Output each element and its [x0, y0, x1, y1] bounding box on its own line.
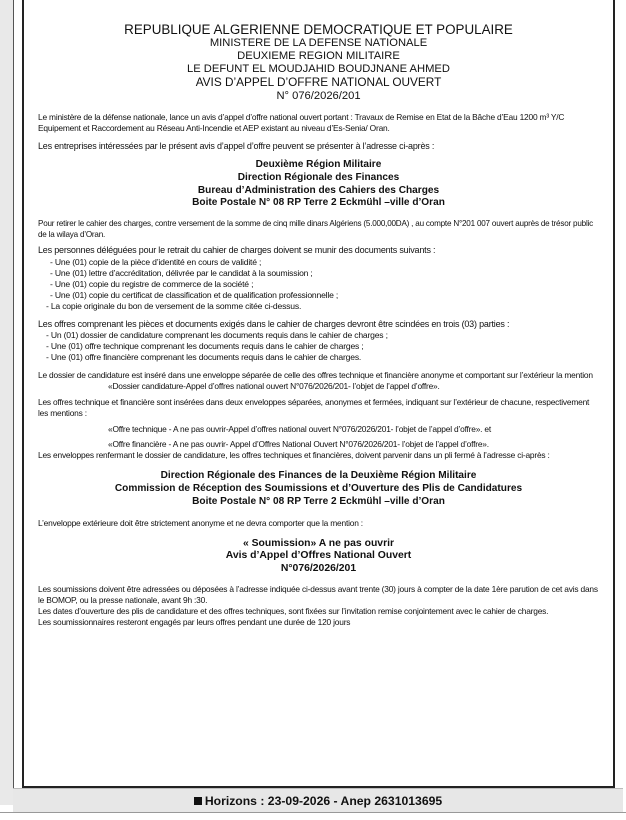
- address2-line: Commission de Réception des Soumissions et d’Ouverture des Plis de Candidatures: [114, 482, 523, 494]
- payment-paragraph: Pour retirer le cahier des charges, contre versement de la somme de cinq mille dinars Algériens (5.000,00DA) , au compte N°201 007 ouvert auprès de trésor public de la wilaya d’Oran.: [38, 219, 593, 239]
- ministry-name: MINISTERE DE LA DEFENSE NATIONALE: [209, 37, 428, 49]
- establishment-name: LE DEFUNT EL MOUDJAHID BOUDJNANE AHMED: [187, 63, 450, 75]
- outer-envelope-paragraph: L’enveloppe extérieure doit être strictement anonyme et ne devra comporter que la mention :: [38, 517, 363, 528]
- mention-line: N°076/2026/201: [280, 562, 357, 574]
- envelope-mention-block: [38, 538, 599, 576]
- deadline-paragraph: Les soumissions doivent être adressées ou déposées à l’adresse indiquée ci-dessus avant trente (30) jours à compter de la date 1ère parution de cet avis dans le BOMOP, ou la presse nationale, avant 9h :30.: [38, 584, 598, 606]
- list-item: - Une (01) copie du registre de commerce de la société ;: [50, 278, 254, 289]
- offers-intro: Les offres comprenant les pièces et documents exigés dans le cahier de charges devront être scindées en trois (03) parties :: [38, 318, 510, 329]
- list-item: - Une (01) lettre d’accréditation, délivrée par le candidat à la soumission ;: [50, 267, 313, 278]
- address1-line: Boite Postale N° 08 RP Terre 2 Eckmühl –ville d’Oran: [192, 197, 445, 209]
- address1-line: Direction Régionale des Finances: [237, 171, 400, 183]
- companies-intro: Les entreprises intéressées par le présent avis d’appel d’offre peuvent se présenter à l’adresse ci-après :: [38, 140, 435, 151]
- list-item: - La copie originale du bon de versement de la somme citée ci-dessus.: [46, 300, 302, 311]
- republic-title: REPUBLIQUE ALGERIENNE DEMOCRATIQUE ET POPULAIRE: [124, 22, 513, 37]
- list-item: - Une (01) offre technique comprenant les documents requis dans le cahier de charges ;: [46, 341, 364, 352]
- tender-notice: [22, 0, 615, 788]
- list-item: - Un (01) dossier de candidature comprenant les documents requis dans le cahier de charges ;: [46, 330, 388, 341]
- offer-parts-list: [38, 330, 599, 363]
- notice-number: N° 076/2026/201: [276, 89, 361, 102]
- region-name: DEUXIEME REGION MILITAIRE: [237, 50, 400, 62]
- tech-fin-paragraph: Les offres technique et financière sont insérées dans deux enveloppes séparées, anonymes et fermées, indiquant sur l’extérieur de chacune, respectivement les mentions :: [38, 397, 590, 419]
- mention-line: « Soumission» A ne pas ouvrir: [242, 537, 395, 549]
- square-bullet-icon: [194, 797, 202, 805]
- address2-line: Direction Régionale des Finances de la Deuxième Région Militaire: [160, 470, 477, 482]
- list-item: - Une (01) copie du certificat de classification et de qualification professionnelle ;: [50, 289, 339, 300]
- intro-paragraph: Le ministère de la défense nationale, lance un avis d’appel d’offre national ouvert portant : Travaux de Remise en Etat de la Bâche d’Eau 1200 m³ Y/C Equipement et Raccordement au Réseau Anti-Incendie et AEP existant au niveau d’Es-Senia/ Oran.: [38, 111, 565, 133]
- list-item: - Une (01) copie de la pièce d’identité en cours de validité ;: [50, 256, 262, 267]
- submission-address: [38, 470, 599, 508]
- address1-line: Deuxième Région Militaire: [255, 159, 382, 170]
- documents-list: [38, 257, 599, 312]
- candidacy-mention: «Dossier candidature-Appel d’offres national ouvert N°076/2026/201- l’objet de l’appel d’offre».: [108, 381, 440, 392]
- adjacent-page-edge: [0, 0, 14, 805]
- documents-intro: Les personnes déléguées pour le retrait du cahier de charges doivent se munir des documents suivants :: [38, 245, 436, 256]
- financial-mention: «Offre financière - A ne pas ouvrir- Appel d’Offres National Ouvert N°076/2026/201- l’objet de l’appel d’offre».: [108, 439, 489, 450]
- list-item: - Une (01) offre financière comprenant les documents requis dans le cahier de charges.: [46, 352, 362, 363]
- opening-paragraph: Les dates d’ouverture des plis de candidature et des offres techniques, sont fixées sur l’invitation remise conjointement avec le cahier de charges.: [38, 606, 549, 617]
- candidacy-paragraph: Le dossier de candidature est inséré dans une enveloppe séparée de celle des offres technique et financière anonyme et comportant sur l’extérieur la mention: [38, 370, 593, 381]
- envelopes-paragraph: Les enveloppes renfermant le dossier de candidature, les offres techniques et financières, doivent parvenir dans un pli fermé à l’adresse ci-après :: [38, 450, 550, 461]
- technical-mention: «Offre technique - A ne pas ouvrir-Appel d’offres national ouvert N°076/2026/201- l’objet de l’appel d’offre». et: [108, 424, 492, 435]
- notice-header: [38, 22, 599, 103]
- address1-line: Bureau d’Administration des Cahiers des Charges: [197, 184, 440, 196]
- notice-title: AVIS D’APPEL D’OFFRE NATIONAL OUVERT: [195, 75, 442, 89]
- mention-line: Avis d’Appel d’Offres National Ouvert: [225, 550, 412, 562]
- address2-line: Boite Postale N° 08 RP Terre 2 Eckmühl –ville d’Oran: [192, 495, 445, 507]
- validity-paragraph: Les soumissionnaires resteront engagés par leurs offres pendant une durée de 120 jours: [38, 617, 351, 628]
- withdrawal-address: [38, 159, 599, 210]
- footer-text: Horizons : 23-09-2026 - Anep 2631013695: [204, 794, 443, 808]
- publication-footer: [13, 788, 623, 813]
- page-bottom-rule: [0, 812, 626, 813]
